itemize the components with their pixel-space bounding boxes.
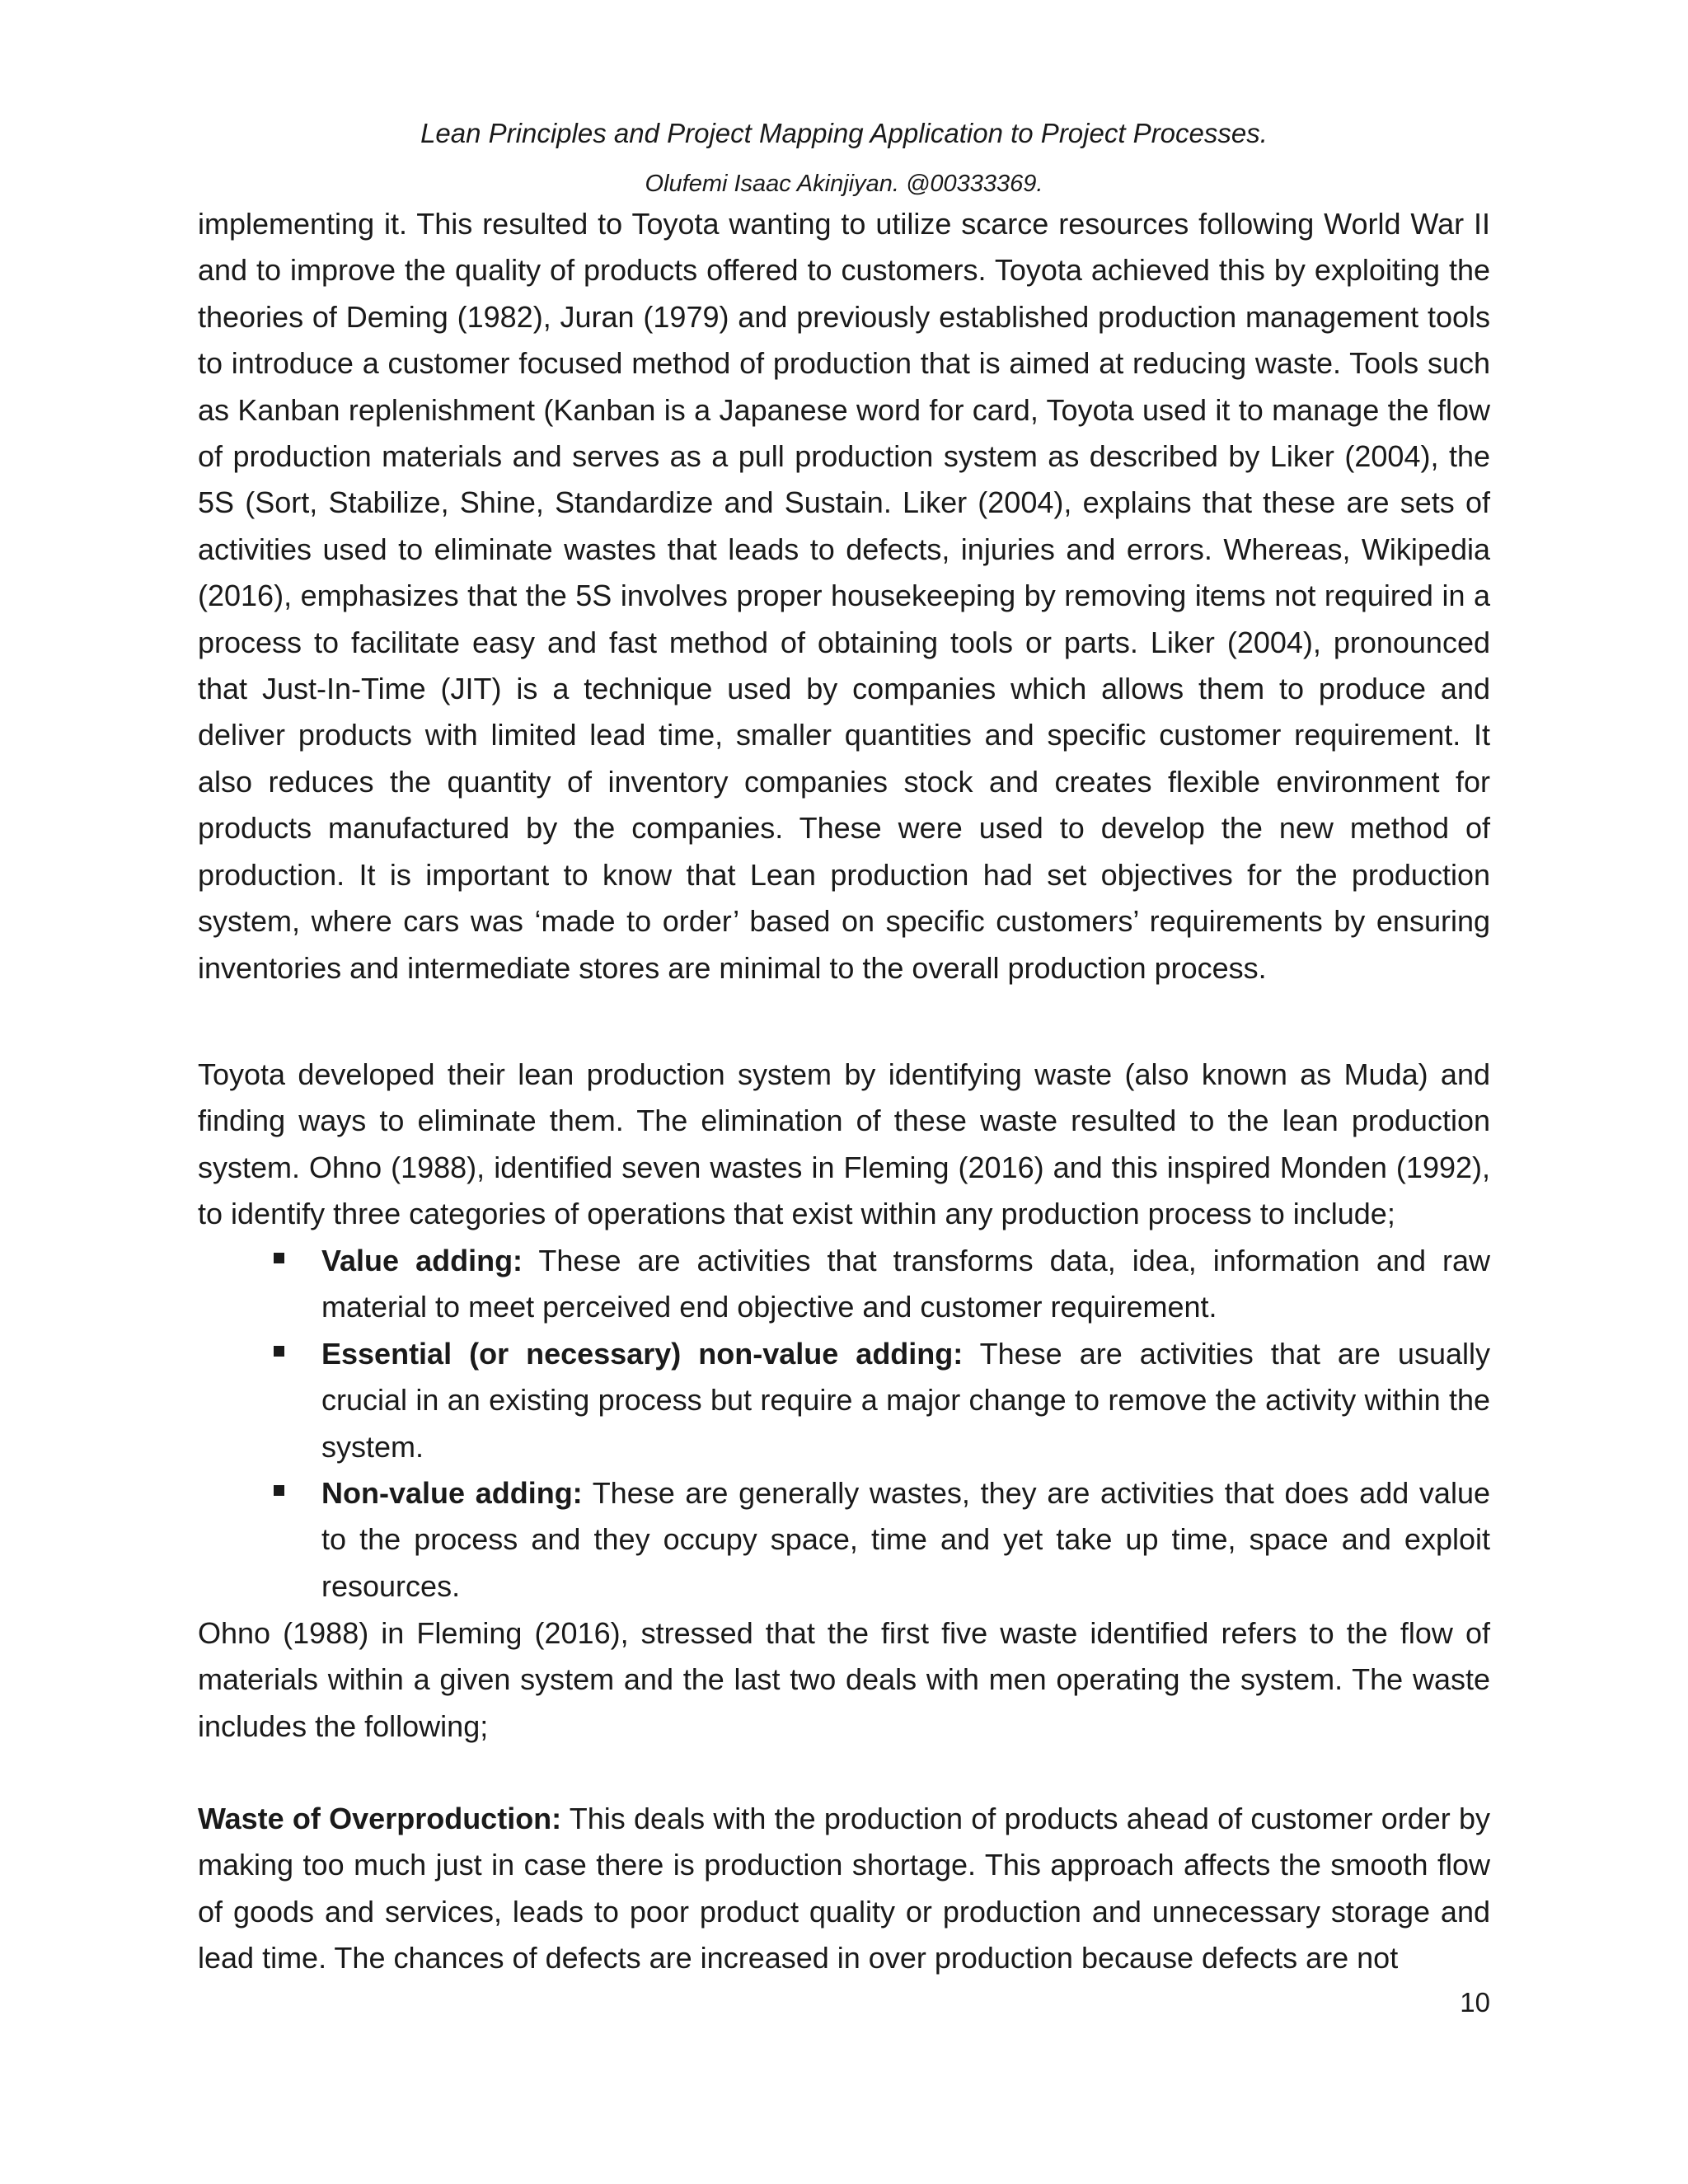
square-bullet-icon — [274, 1346, 284, 1357]
section-label-overproduction: Waste of Overproduction: — [198, 1802, 562, 1835]
paragraph-toyota-history: implementing it. This resulted to Toyota wanting to utilize scarce resources following World War II and to improve the quality of products offered to customers. Toyota achieved this by exploiting the theories of Deming (1982), Juran (1979) and previously established production management tools to introduce a customer focused method of production that is aimed at reducing waste. Tools such as Kanban replenishment (Kanban is a Japanese word for card, Toyota used it to manage the flow of production materials and serves as a pull production system as described by Liker (2004), the 5S (Sort, Stabilize, Shine, Standardize and Sustain. Liker (2004), explains that these are sets of activities used to eliminate wastes that leads to defects, injuries and errors. Whereas, Wikipedia (2016), emphasizes that the 5S involves proper housekeeping by removing items not required in a process to facilitate easy and fast method of obtaining tools or parts. Liker (2004), pronounced that Just-In-Time (JIT) is a technique used by companies which allows them to produce and deliver products with limited lead time, smaller quantities and specific customer requirement. It also reduces the quantity of inventory companies stock and creates flexible environment for products manufactured by the companies. These were used to develop the new method of production. It is important to know that Lean production had set objectives for the production system, where cars was ‘made to order’ based on specific customers’ requirements by ensuring inventories and intermediate stores are minimal to the overall production process. — [198, 207, 1490, 985]
list-item-essential-non-value-adding — [198, 1331, 1490, 1470]
page-number: 10 — [1460, 1987, 1490, 2018]
bullet-label: Value adding: — [321, 1244, 523, 1277]
list-item-value-adding — [198, 1238, 1490, 1331]
square-bullet-icon — [274, 1253, 284, 1263]
paragraph-waste-identification: Toyota developed their lean production system by identifying waste (also known as Muda) and finding ways to eliminate them. The elimination of these waste resulted to the lean production system. Ohno (1988), identified seven wastes in Fleming (2016) and this inspired Monden (1992), to identify three categories of operations that exist within any production process to include; — [198, 1057, 1490, 1231]
bullet-text: These are generally wastes, they are activities that does add value to the process and they occupy space, time and yet take up time, space and exploit resources. — [321, 1476, 1490, 1603]
list-item-non-value-adding — [198, 1470, 1490, 1610]
paragraph-waste-of-overproduction — [198, 1796, 1490, 1982]
paragraph-seven-wastes: Ohno (1988) in Fleming (2016), stressed that the first five waste identified refers to the flow of materials within a given system and the last two deals with men operating the system. The waste includes the following; — [198, 1616, 1490, 1743]
bullet-text: These are activities that transforms data, idea, information and raw material to meet perceived end objective and customer requirement. — [321, 1244, 1490, 1324]
bullet-label: Non-value adding: — [321, 1476, 583, 1511]
overproduction-text: This deals with the production of products ahead of customer order by making too much just in case there is production shortage. This approach affects the smooth flow of goods and services, leads to poor product quality or production and unnecessary storage and lead time. The chances of defects are increased in over production because defects are not — [198, 1802, 1491, 1975]
running-header-title: Lean Principles and Project Mapping Application to Project Processes. — [420, 118, 1268, 148]
bullet-label: Essential (or necessary) non-value adding: — [321, 1336, 964, 1371]
bullet-text: These are activities that are usually crucial in an existing process but require a major change to remove the activity within the system. — [321, 1336, 1490, 1464]
running-header-author: Olufemi Isaac Akinjiyan. @00333369. — [645, 171, 1043, 197]
operations-category-list — [198, 1238, 1490, 1610]
square-bullet-icon — [274, 1485, 284, 1496]
body-text — [198, 201, 1490, 1973]
